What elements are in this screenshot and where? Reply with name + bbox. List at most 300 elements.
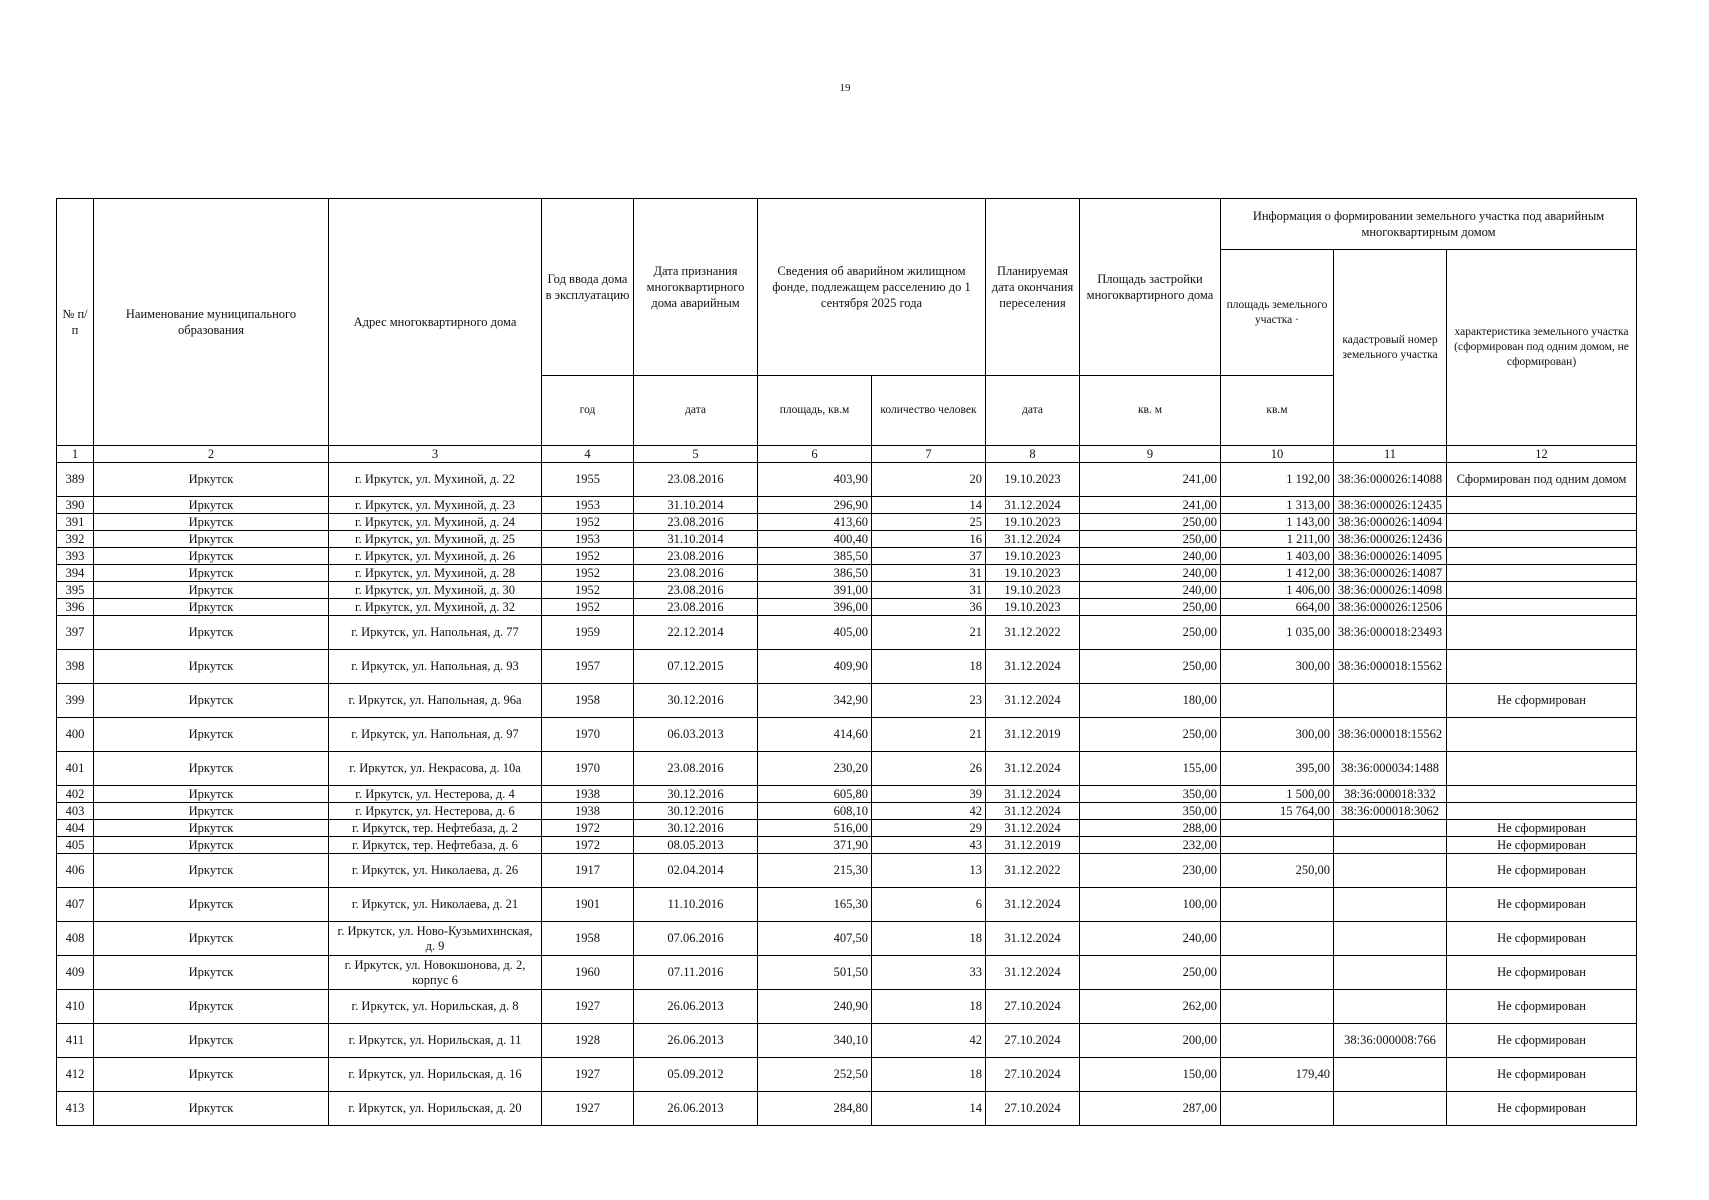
land-area-cell: 1 211,00 [1221, 531, 1334, 548]
building-area-cell: 230,00 [1080, 854, 1221, 888]
area-cell: 340,10 [758, 1024, 872, 1058]
building-area-cell: 250,00 [1080, 718, 1221, 752]
address-cell: г. Иркутск, ул. Мухиной, д. 32 [329, 599, 542, 616]
table-row [57, 1092, 1637, 1126]
header-land-plot-group: Информация о формировании земельного участка под аварийным многоквартирным домом [1221, 199, 1637, 250]
year-cell: 1938 [542, 786, 634, 803]
characteristic-cell [1447, 497, 1637, 514]
planned-date-cell: 27.10.2024 [986, 1024, 1080, 1058]
year-cell: 1972 [542, 837, 634, 854]
municipality-cell: Иркутск [94, 497, 329, 514]
cadastral-cell [1334, 837, 1447, 854]
planned-date-cell: 31.12.2019 [986, 718, 1080, 752]
building-area-cell: 350,00 [1080, 786, 1221, 803]
characteristic-cell: Сформирован под одним домом [1447, 463, 1637, 497]
year-cell: 1927 [542, 1092, 634, 1126]
header-planned-date: Планируемая дата окончания переселения [986, 199, 1080, 376]
area-cell: 252,50 [758, 1058, 872, 1092]
emergency-date-cell: 30.12.2016 [634, 786, 758, 803]
people-cell: 42 [872, 1024, 986, 1058]
cadastral-cell: 38:36:000026:12435 [1334, 497, 1447, 514]
address-cell: г. Иркутск, тер. Нефтебаза, д. 2 [329, 820, 542, 837]
address-cell: г. Иркутск, ул. Мухиной, д. 22 [329, 463, 542, 497]
area-cell: 284,80 [758, 1092, 872, 1126]
planned-date-cell: 31.12.2024 [986, 956, 1080, 990]
row-number: 392 [57, 531, 94, 548]
column-number: 8 [986, 446, 1080, 463]
row-number: 391 [57, 514, 94, 531]
header-land-area: площадь земельного участка · [1221, 250, 1334, 376]
row-number: 409 [57, 956, 94, 990]
planned-date-cell: 27.10.2024 [986, 1058, 1080, 1092]
year-cell: 1952 [542, 582, 634, 599]
unit-area: площадь, кв.м [758, 376, 872, 446]
emergency-date-cell: 23.08.2016 [634, 599, 758, 616]
row-number: 395 [57, 582, 94, 599]
municipality-cell: Иркутск [94, 888, 329, 922]
address-cell: г. Иркутск, ул. Норильская, д. 8 [329, 990, 542, 1024]
row-number: 401 [57, 752, 94, 786]
cadastral-cell [1334, 1092, 1447, 1126]
area-cell: 414,60 [758, 718, 872, 752]
address-cell: г. Иркутск, ул. Напольная, д. 96а [329, 684, 542, 718]
emergency-date-cell: 30.12.2016 [634, 820, 758, 837]
land-area-cell [1221, 1024, 1334, 1058]
municipality-cell: Иркутск [94, 565, 329, 582]
cadastral-cell [1334, 684, 1447, 718]
planned-date-cell: 19.10.2023 [986, 514, 1080, 531]
year-cell: 1927 [542, 990, 634, 1024]
area-cell: 371,90 [758, 837, 872, 854]
municipality-cell: Иркутск [94, 718, 329, 752]
emergency-date-cell: 30.12.2016 [634, 684, 758, 718]
row-number: 394 [57, 565, 94, 582]
building-area-cell: 241,00 [1080, 463, 1221, 497]
row-number: 398 [57, 650, 94, 684]
address-cell: г. Иркутск, ул. Норильская, д. 20 [329, 1092, 542, 1126]
building-area-cell: 100,00 [1080, 888, 1221, 922]
building-area-cell: 250,00 [1080, 514, 1221, 531]
building-area-cell: 240,00 [1080, 548, 1221, 565]
row-number: 399 [57, 684, 94, 718]
emergency-date-cell: 11.10.2016 [634, 888, 758, 922]
area-cell: 165,30 [758, 888, 872, 922]
address-cell: г. Иркутск, ул. Некрасова, д. 10а [329, 752, 542, 786]
people-cell: 20 [872, 463, 986, 497]
people-cell: 39 [872, 786, 986, 803]
emergency-date-cell: 02.04.2014 [634, 854, 758, 888]
land-area-cell: 1 406,00 [1221, 582, 1334, 599]
header-emergency-date: Дата признания многоквартирного дома аварийным [634, 199, 758, 376]
row-number: 405 [57, 837, 94, 854]
building-area-cell: 240,00 [1080, 582, 1221, 599]
emergency-date-cell: 07.12.2015 [634, 650, 758, 684]
header-land-characteristic: характеристика земельного участка (сформирован под одним домом, не сформирован) [1447, 250, 1637, 446]
planned-date-cell: 31.12.2019 [986, 837, 1080, 854]
characteristic-cell: Не сформирован [1447, 922, 1637, 956]
address-cell: г. Иркутск, тер. Нефтебаза, д. 6 [329, 837, 542, 854]
people-cell: 18 [872, 1058, 986, 1092]
area-cell: 413,60 [758, 514, 872, 531]
table-header [57, 199, 1637, 463]
emergency-date-cell: 26.06.2013 [634, 990, 758, 1024]
cadastral-cell: 38:36:000026:12436 [1334, 531, 1447, 548]
people-cell: 43 [872, 837, 986, 854]
emergency-date-cell: 23.08.2016 [634, 582, 758, 599]
land-area-cell [1221, 820, 1334, 837]
header-cadastral-number: кадастровый номер земельного участка [1334, 250, 1447, 446]
building-area-cell: 155,00 [1080, 752, 1221, 786]
municipality-cell: Иркутск [94, 922, 329, 956]
building-area-cell: 250,00 [1080, 531, 1221, 548]
emergency-date-cell: 23.08.2016 [634, 565, 758, 582]
planned-date-cell: 31.12.2024 [986, 786, 1080, 803]
characteristic-cell: Не сформирован [1447, 956, 1637, 990]
building-area-cell: 250,00 [1080, 650, 1221, 684]
building-area-cell: 240,00 [1080, 922, 1221, 956]
people-cell: 18 [872, 990, 986, 1024]
characteristic-cell [1447, 616, 1637, 650]
area-cell: 240,90 [758, 990, 872, 1024]
year-cell: 1938 [542, 803, 634, 820]
people-cell: 31 [872, 582, 986, 599]
characteristic-cell [1447, 565, 1637, 582]
cadastral-cell: 38:36:000026:14094 [1334, 514, 1447, 531]
characteristic-cell [1447, 786, 1637, 803]
people-cell: 16 [872, 531, 986, 548]
municipality-cell: Иркутск [94, 616, 329, 650]
row-number: 403 [57, 803, 94, 820]
building-area-cell: 150,00 [1080, 1058, 1221, 1092]
municipality-cell: Иркутск [94, 548, 329, 565]
land-area-cell: 1 412,00 [1221, 565, 1334, 582]
cadastral-cell: 38:36:000018:3062 [1334, 803, 1447, 820]
area-cell: 409,90 [758, 650, 872, 684]
municipality-cell: Иркутск [94, 463, 329, 497]
land-area-cell [1221, 922, 1334, 956]
municipality-cell: Иркутск [94, 1092, 329, 1126]
cadastral-cell: 38:36:000026:14088 [1334, 463, 1447, 497]
people-cell: 18 [872, 650, 986, 684]
people-cell: 25 [872, 514, 986, 531]
table-row [57, 548, 1637, 565]
year-cell: 1957 [542, 650, 634, 684]
people-cell: 21 [872, 718, 986, 752]
address-cell: г. Иркутск, ул. Норильская, д. 11 [329, 1024, 542, 1058]
table-row [57, 854, 1637, 888]
emergency-date-cell: 07.11.2016 [634, 956, 758, 990]
year-cell: 1952 [542, 599, 634, 616]
row-number: 402 [57, 786, 94, 803]
area-cell: 342,90 [758, 684, 872, 718]
row-number: 413 [57, 1092, 94, 1126]
area-cell: 230,20 [758, 752, 872, 786]
characteristic-cell: Не сформирован [1447, 1024, 1637, 1058]
unit-sq-m: кв. м [1080, 376, 1221, 446]
area-cell: 516,00 [758, 820, 872, 837]
header-building-area: Площадь застройки многоквартирного дома [1080, 199, 1221, 376]
address-cell: г. Иркутск, ул. Нестерова, д. 4 [329, 786, 542, 803]
address-cell: г. Иркутск, ул. Мухиной, д. 30 [329, 582, 542, 599]
row-number: 407 [57, 888, 94, 922]
land-area-cell: 179,40 [1221, 1058, 1334, 1092]
address-cell: г. Иркутск, ул. Мухиной, д. 25 [329, 531, 542, 548]
characteristic-cell [1447, 514, 1637, 531]
municipality-cell: Иркутск [94, 837, 329, 854]
emergency-date-cell: 30.12.2016 [634, 803, 758, 820]
address-cell: г. Иркутск, ул. Напольная, д. 93 [329, 650, 542, 684]
building-area-cell: 232,00 [1080, 837, 1221, 854]
people-cell: 42 [872, 803, 986, 820]
municipality-cell: Иркутск [94, 990, 329, 1024]
area-cell: 296,90 [758, 497, 872, 514]
characteristic-cell: Не сформирован [1447, 837, 1637, 854]
cadastral-cell [1334, 1058, 1447, 1092]
emergency-date-cell: 31.10.2014 [634, 531, 758, 548]
characteristic-cell [1447, 650, 1637, 684]
municipality-cell: Иркутск [94, 803, 329, 820]
table-row [57, 718, 1637, 752]
characteristic-cell: Не сформирован [1447, 854, 1637, 888]
planned-date-cell: 31.12.2024 [986, 820, 1080, 837]
address-cell: г. Иркутск, ул. Мухиной, д. 24 [329, 514, 542, 531]
building-area-cell: 250,00 [1080, 616, 1221, 650]
year-cell: 1955 [542, 463, 634, 497]
table-row [57, 565, 1637, 582]
planned-date-cell: 19.10.2023 [986, 582, 1080, 599]
characteristic-cell: Не сформирован [1447, 1058, 1637, 1092]
year-cell: 1901 [542, 888, 634, 922]
area-cell: 385,50 [758, 548, 872, 565]
year-cell: 1970 [542, 752, 634, 786]
address-cell: г. Иркутск, ул. Мухиной, д. 28 [329, 565, 542, 582]
land-area-cell: 300,00 [1221, 718, 1334, 752]
emergency-date-cell: 22.12.2014 [634, 616, 758, 650]
column-number: 1 [57, 446, 94, 463]
emergency-housing-table [56, 198, 1637, 1126]
characteristic-cell [1447, 582, 1637, 599]
table-row [57, 922, 1637, 956]
characteristic-cell [1447, 599, 1637, 616]
municipality-cell: Иркутск [94, 786, 329, 803]
characteristic-cell [1447, 548, 1637, 565]
year-cell: 1952 [542, 565, 634, 582]
municipality-cell: Иркутск [94, 514, 329, 531]
land-area-cell: 15 764,00 [1221, 803, 1334, 820]
address-cell: г. Иркутск, ул. Норильская, д. 16 [329, 1058, 542, 1092]
characteristic-cell [1447, 752, 1637, 786]
year-cell: 1917 [542, 854, 634, 888]
area-cell: 215,30 [758, 854, 872, 888]
people-cell: 33 [872, 956, 986, 990]
people-cell: 31 [872, 565, 986, 582]
building-area-cell: 350,00 [1080, 803, 1221, 820]
year-cell: 1958 [542, 922, 634, 956]
header-row-number: № п/п [57, 199, 94, 446]
building-area-cell: 262,00 [1080, 990, 1221, 1024]
characteristic-cell: Не сформирован [1447, 990, 1637, 1024]
people-cell: 14 [872, 497, 986, 514]
building-area-cell: 180,00 [1080, 684, 1221, 718]
cadastral-cell [1334, 990, 1447, 1024]
planned-date-cell: 31.12.2024 [986, 803, 1080, 820]
address-cell: г. Иркутск, ул. Ново-Кузьмихинская, д. 9 [329, 922, 542, 956]
table-row [57, 582, 1637, 599]
building-area-cell: 240,00 [1080, 565, 1221, 582]
column-number: 6 [758, 446, 872, 463]
header-municipality: Наименование муниципального образования [94, 199, 329, 446]
column-number: 9 [1080, 446, 1221, 463]
emergency-date-cell: 05.09.2012 [634, 1058, 758, 1092]
people-cell: 21 [872, 616, 986, 650]
land-area-cell: 1 143,00 [1221, 514, 1334, 531]
area-cell: 391,00 [758, 582, 872, 599]
municipality-cell: Иркутск [94, 650, 329, 684]
year-cell: 1928 [542, 1024, 634, 1058]
planned-date-cell: 31.12.2022 [986, 616, 1080, 650]
row-number: 397 [57, 616, 94, 650]
row-number: 406 [57, 854, 94, 888]
table-row [57, 1058, 1637, 1092]
header-address: Адрес многоквартирного дома [329, 199, 542, 446]
planned-date-cell: 31.12.2024 [986, 888, 1080, 922]
column-number: 5 [634, 446, 758, 463]
people-cell: 14 [872, 1092, 986, 1126]
land-area-cell: 1 403,00 [1221, 548, 1334, 565]
characteristic-cell [1447, 531, 1637, 548]
table-row [57, 531, 1637, 548]
planned-date-cell: 19.10.2023 [986, 599, 1080, 616]
table-row [57, 514, 1637, 531]
table-row [57, 990, 1637, 1024]
emergency-date-cell: 26.06.2013 [634, 1024, 758, 1058]
row-number: 410 [57, 990, 94, 1024]
year-cell: 1952 [542, 548, 634, 565]
cadastral-cell [1334, 820, 1447, 837]
planned-date-cell: 31.12.2024 [986, 497, 1080, 514]
emergency-date-cell: 23.08.2016 [634, 514, 758, 531]
characteristic-cell: Не сформирован [1447, 1092, 1637, 1126]
year-cell: 1927 [542, 1058, 634, 1092]
land-area-cell: 1 313,00 [1221, 497, 1334, 514]
municipality-cell: Иркутск [94, 582, 329, 599]
characteristic-cell: Не сформирован [1447, 684, 1637, 718]
table-row [57, 1024, 1637, 1058]
table-row [57, 616, 1637, 650]
land-area-cell: 300,00 [1221, 650, 1334, 684]
row-number: 408 [57, 922, 94, 956]
table-row [57, 820, 1637, 837]
unit-year: год [542, 376, 634, 446]
planned-date-cell: 31.12.2024 [986, 650, 1080, 684]
building-area-cell: 250,00 [1080, 956, 1221, 990]
row-number: 390 [57, 497, 94, 514]
year-cell: 1953 [542, 531, 634, 548]
year-cell: 1958 [542, 684, 634, 718]
emergency-date-cell: 23.08.2016 [634, 752, 758, 786]
area-cell: 396,00 [758, 599, 872, 616]
table-row [57, 752, 1637, 786]
characteristic-cell: Не сформирован [1447, 820, 1637, 837]
characteristic-cell [1447, 718, 1637, 752]
cadastral-cell: 38:36:000026:14087 [1334, 565, 1447, 582]
table-row [57, 956, 1637, 990]
address-cell: г. Иркутск, ул. Напольная, д. 97 [329, 718, 542, 752]
cadastral-cell: 38:36:000018:15562 [1334, 718, 1447, 752]
emergency-date-cell: 08.05.2013 [634, 837, 758, 854]
land-area-cell [1221, 956, 1334, 990]
people-cell: 29 [872, 820, 986, 837]
address-cell: г. Иркутск, ул. Напольная, д. 77 [329, 616, 542, 650]
address-cell: г. Иркутск, ул. Мухиной, д. 26 [329, 548, 542, 565]
row-number: 411 [57, 1024, 94, 1058]
emergency-date-cell: 23.08.2016 [634, 463, 758, 497]
building-area-cell: 241,00 [1080, 497, 1221, 514]
emergency-date-cell: 07.06.2016 [634, 922, 758, 956]
cadastral-cell: 38:36:000018:332 [1334, 786, 1447, 803]
cadastral-cell [1334, 854, 1447, 888]
column-numbers-row [57, 446, 1637, 463]
table-row [57, 497, 1637, 514]
column-number: 3 [329, 446, 542, 463]
land-area-cell [1221, 888, 1334, 922]
planned-date-cell: 27.10.2024 [986, 990, 1080, 1024]
municipality-cell: Иркутск [94, 956, 329, 990]
unit-date: дата [634, 376, 758, 446]
year-cell: 1972 [542, 820, 634, 837]
municipality-cell: Иркутск [94, 820, 329, 837]
planned-date-cell: 31.12.2024 [986, 752, 1080, 786]
header-year-built: Год ввода дома в эксплуатацию [542, 199, 634, 376]
unit-people: количество человек [872, 376, 986, 446]
people-cell: 36 [872, 599, 986, 616]
table-row [57, 684, 1637, 718]
planned-date-cell: 19.10.2023 [986, 463, 1080, 497]
cadastral-cell [1334, 956, 1447, 990]
land-area-cell [1221, 837, 1334, 854]
row-number: 412 [57, 1058, 94, 1092]
planned-date-cell: 27.10.2024 [986, 1092, 1080, 1126]
table-row [57, 786, 1637, 803]
land-area-cell [1221, 990, 1334, 1024]
emergency-date-cell: 06.03.2013 [634, 718, 758, 752]
building-area-cell: 287,00 [1080, 1092, 1221, 1126]
people-cell: 18 [872, 922, 986, 956]
land-area-cell: 664,00 [1221, 599, 1334, 616]
characteristic-cell [1447, 803, 1637, 820]
column-number: 10 [1221, 446, 1334, 463]
address-cell: г. Иркутск, ул. Николаева, д. 26 [329, 854, 542, 888]
year-cell: 1959 [542, 616, 634, 650]
row-number: 389 [57, 463, 94, 497]
column-number: 7 [872, 446, 986, 463]
cadastral-cell: 38:36:000026:14095 [1334, 548, 1447, 565]
table-row [57, 888, 1637, 922]
area-cell: 403,90 [758, 463, 872, 497]
cadastral-cell: 38:36:000026:14098 [1334, 582, 1447, 599]
header-housing-info: Сведения об аварийном жилищном фонде, подлежащем расселению до 1 сентября 2025 года [758, 199, 986, 376]
people-cell: 23 [872, 684, 986, 718]
people-cell: 6 [872, 888, 986, 922]
cadastral-cell [1334, 888, 1447, 922]
column-number: 4 [542, 446, 634, 463]
year-cell: 1952 [542, 514, 634, 531]
cadastral-cell: 38:36:000026:12506 [1334, 599, 1447, 616]
year-cell: 1970 [542, 718, 634, 752]
row-number: 396 [57, 599, 94, 616]
municipality-cell: Иркутск [94, 1024, 329, 1058]
unit-land-sq-m: кв.м [1221, 376, 1334, 446]
